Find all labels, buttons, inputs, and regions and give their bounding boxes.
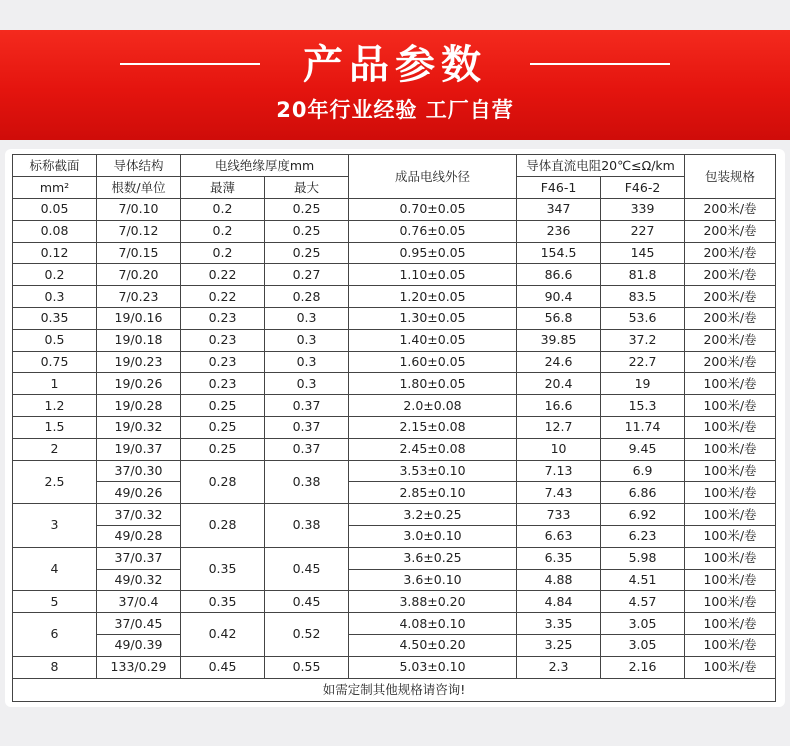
cell-outer-diameter: 2.45±0.08 bbox=[349, 438, 517, 460]
table-row bbox=[13, 482, 776, 504]
cell-insulation-max: 0.52 bbox=[265, 613, 349, 657]
cell-resistance-f46-2: 37.2 bbox=[601, 329, 685, 351]
cell-resistance-f46-2: 339 bbox=[601, 199, 685, 221]
cell-resistance-f46-1: 20.4 bbox=[517, 373, 601, 395]
header-row bbox=[13, 155, 776, 177]
table-row bbox=[13, 220, 776, 242]
cell-insulation-max: 0.45 bbox=[265, 591, 349, 613]
cell-package: 200米/卷 bbox=[685, 307, 776, 329]
cell-package: 100米/卷 bbox=[685, 613, 776, 635]
cell-resistance-f46-1: 90.4 bbox=[517, 286, 601, 308]
cell-package: 100米/卷 bbox=[685, 460, 776, 482]
table-row bbox=[13, 547, 776, 569]
cell-resistance-f46-2: 3.05 bbox=[601, 613, 685, 635]
cell-outer-diameter: 2.0±0.08 bbox=[349, 395, 517, 417]
cell-outer-diameter: 0.76±0.05 bbox=[349, 220, 517, 242]
cell-insulation-min: 0.2 bbox=[181, 220, 265, 242]
page-subtitle: 20年行业经验 工厂自营 bbox=[276, 98, 514, 122]
header-package: 包装规格 bbox=[685, 155, 776, 199]
cell-package: 100米/卷 bbox=[685, 438, 776, 460]
cell-section: 0.75 bbox=[13, 351, 97, 373]
cell-outer-diameter: 3.6±0.25 bbox=[349, 547, 517, 569]
cell-insulation-min: 0.25 bbox=[181, 416, 265, 438]
cell-section: 1.2 bbox=[13, 395, 97, 417]
cell-insulation-min: 0.23 bbox=[181, 373, 265, 395]
cell-insulation-min: 0.28 bbox=[181, 460, 265, 504]
cell-structure: 19/0.16 bbox=[97, 307, 181, 329]
cell-resistance-f46-1: 6.63 bbox=[517, 525, 601, 547]
cell-insulation-min: 0.22 bbox=[181, 264, 265, 286]
cell-resistance-f46-2: 9.45 bbox=[601, 438, 685, 460]
header-section: 标称截面 bbox=[13, 155, 97, 177]
cell-resistance-f46-1: 16.6 bbox=[517, 395, 601, 417]
cell-insulation-max: 0.38 bbox=[265, 460, 349, 504]
cell-resistance-f46-1: 39.85 bbox=[517, 329, 601, 351]
table-row bbox=[13, 569, 776, 591]
cell-structure: 37/0.32 bbox=[97, 504, 181, 526]
cell-resistance-f46-1: 56.8 bbox=[517, 307, 601, 329]
cell-package: 100米/卷 bbox=[685, 634, 776, 656]
cell-structure: 49/0.26 bbox=[97, 482, 181, 504]
cell-structure: 37/0.4 bbox=[97, 591, 181, 613]
header-structure-unit: 根数/单位 bbox=[97, 177, 181, 199]
cell-resistance-f46-1: 2.3 bbox=[517, 656, 601, 678]
cell-structure: 49/0.32 bbox=[97, 569, 181, 591]
cell-insulation-min: 0.35 bbox=[181, 591, 265, 613]
table-row bbox=[13, 395, 776, 417]
cell-insulation-min: 0.42 bbox=[181, 613, 265, 657]
cell-package: 100米/卷 bbox=[685, 547, 776, 569]
cell-resistance-f46-1: 7.13 bbox=[517, 460, 601, 482]
table-row bbox=[13, 460, 776, 482]
cell-insulation-max: 0.25 bbox=[265, 242, 349, 264]
cell-structure: 37/0.30 bbox=[97, 460, 181, 482]
cell-structure: 19/0.32 bbox=[97, 416, 181, 438]
cell-structure: 19/0.26 bbox=[97, 373, 181, 395]
table-row bbox=[13, 438, 776, 460]
cell-resistance-f46-1: 347 bbox=[517, 199, 601, 221]
cell-structure: 7/0.23 bbox=[97, 286, 181, 308]
header-section-unit: mm² bbox=[13, 177, 97, 199]
cell-resistance-f46-1: 24.6 bbox=[517, 351, 601, 373]
cell-resistance-f46-2: 83.5 bbox=[601, 286, 685, 308]
footer-note: 如需定制其他规格请咨询! bbox=[13, 678, 776, 701]
cell-insulation-min: 0.23 bbox=[181, 329, 265, 351]
cell-resistance-f46-2: 19 bbox=[601, 373, 685, 395]
cell-outer-diameter: 1.60±0.05 bbox=[349, 351, 517, 373]
cell-resistance-f46-2: 6.92 bbox=[601, 504, 685, 526]
cell-resistance-f46-2: 4.51 bbox=[601, 569, 685, 591]
cell-outer-diameter: 1.80±0.05 bbox=[349, 373, 517, 395]
cell-resistance-f46-2: 6.23 bbox=[601, 525, 685, 547]
table-row bbox=[13, 242, 776, 264]
cell-insulation-max: 0.3 bbox=[265, 307, 349, 329]
cell-outer-diameter: 1.30±0.05 bbox=[349, 307, 517, 329]
table-row bbox=[13, 591, 776, 613]
cell-resistance-f46-1: 86.6 bbox=[517, 264, 601, 286]
cell-insulation-max: 0.45 bbox=[265, 547, 349, 591]
cell-insulation-max: 0.25 bbox=[265, 199, 349, 221]
cell-section: 0.2 bbox=[13, 264, 97, 286]
cell-section: 4 bbox=[13, 547, 97, 591]
cell-insulation-max: 0.25 bbox=[265, 220, 349, 242]
cell-structure: 7/0.15 bbox=[97, 242, 181, 264]
table-row bbox=[13, 264, 776, 286]
spec-table bbox=[12, 154, 776, 702]
table-row bbox=[13, 307, 776, 329]
cell-package: 200米/卷 bbox=[685, 286, 776, 308]
cell-insulation-min: 0.22 bbox=[181, 286, 265, 308]
header-outer-diameter: 成品电线外径 bbox=[349, 155, 517, 199]
table-row bbox=[13, 351, 776, 373]
cell-section: 8 bbox=[13, 656, 97, 678]
cell-insulation-max: 0.3 bbox=[265, 329, 349, 351]
cell-outer-diameter: 3.0±0.10 bbox=[349, 525, 517, 547]
cell-resistance-f46-1: 10 bbox=[517, 438, 601, 460]
cell-insulation-max: 0.28 bbox=[265, 286, 349, 308]
cell-outer-diameter: 3.6±0.10 bbox=[349, 569, 517, 591]
table-row bbox=[13, 634, 776, 656]
cell-resistance-f46-2: 6.9 bbox=[601, 460, 685, 482]
table-row bbox=[13, 416, 776, 438]
cell-resistance-f46-1: 733 bbox=[517, 504, 601, 526]
cell-package: 200米/卷 bbox=[685, 351, 776, 373]
cell-insulation-min: 0.45 bbox=[181, 656, 265, 678]
header-banner bbox=[0, 30, 790, 140]
table-row bbox=[13, 504, 776, 526]
cell-structure: 7/0.10 bbox=[97, 199, 181, 221]
cell-package: 100米/卷 bbox=[685, 569, 776, 591]
cell-section: 0.5 bbox=[13, 329, 97, 351]
cell-structure: 19/0.23 bbox=[97, 351, 181, 373]
cell-section: 1 bbox=[13, 373, 97, 395]
cell-outer-diameter: 2.15±0.08 bbox=[349, 416, 517, 438]
cell-package: 100米/卷 bbox=[685, 656, 776, 678]
cell-package: 200米/卷 bbox=[685, 242, 776, 264]
cell-insulation-min: 0.2 bbox=[181, 199, 265, 221]
cell-structure: 19/0.37 bbox=[97, 438, 181, 460]
table-row bbox=[13, 656, 776, 678]
cell-structure: 19/0.28 bbox=[97, 395, 181, 417]
footer-row bbox=[13, 678, 776, 701]
cell-insulation-max: 0.55 bbox=[265, 656, 349, 678]
cell-package: 100米/卷 bbox=[685, 482, 776, 504]
cell-resistance-f46-2: 227 bbox=[601, 220, 685, 242]
cell-insulation-max: 0.27 bbox=[265, 264, 349, 286]
header-insulation-max: 最大 bbox=[265, 177, 349, 199]
table-row bbox=[13, 329, 776, 351]
cell-structure: 49/0.39 bbox=[97, 634, 181, 656]
cell-resistance-f46-2: 11.74 bbox=[601, 416, 685, 438]
cell-resistance-f46-1: 236 bbox=[517, 220, 601, 242]
cell-outer-diameter: 0.95±0.05 bbox=[349, 242, 517, 264]
cell-resistance-f46-2: 5.98 bbox=[601, 547, 685, 569]
table-row bbox=[13, 525, 776, 547]
cell-package: 200米/卷 bbox=[685, 199, 776, 221]
header-insulation: 电线绝缘厚度mm bbox=[181, 155, 349, 177]
cell-resistance-f46-2: 2.16 bbox=[601, 656, 685, 678]
cell-insulation-max: 0.37 bbox=[265, 395, 349, 417]
cell-insulation-min: 0.35 bbox=[181, 547, 265, 591]
header-resistance: 导体直流电阻20℃≤Ω/km bbox=[517, 155, 685, 177]
cell-resistance-f46-2: 4.57 bbox=[601, 591, 685, 613]
cell-outer-diameter: 1.10±0.05 bbox=[349, 264, 517, 286]
cell-resistance-f46-2: 53.6 bbox=[601, 307, 685, 329]
cell-section: 0.12 bbox=[13, 242, 97, 264]
cell-section: 5 bbox=[13, 591, 97, 613]
cell-insulation-min: 0.25 bbox=[181, 395, 265, 417]
cell-insulation-min: 0.23 bbox=[181, 307, 265, 329]
table-row bbox=[13, 613, 776, 635]
cell-resistance-f46-1: 7.43 bbox=[517, 482, 601, 504]
cell-resistance-f46-2: 6.86 bbox=[601, 482, 685, 504]
header-f46-1: F46-1 bbox=[517, 177, 601, 199]
cell-insulation-max: 0.3 bbox=[265, 373, 349, 395]
cell-structure: 19/0.18 bbox=[97, 329, 181, 351]
cell-resistance-f46-1: 3.25 bbox=[517, 634, 601, 656]
cell-section: 0.3 bbox=[13, 286, 97, 308]
cell-outer-diameter: 4.50±0.20 bbox=[349, 634, 517, 656]
cell-insulation-min: 0.23 bbox=[181, 351, 265, 373]
cell-outer-diameter: 1.20±0.05 bbox=[349, 286, 517, 308]
cell-structure: 133/0.29 bbox=[97, 656, 181, 678]
cell-outer-diameter: 1.40±0.05 bbox=[349, 329, 517, 351]
page-title: 产品参数 bbox=[303, 42, 487, 88]
cell-resistance-f46-2: 145 bbox=[601, 242, 685, 264]
table-row bbox=[13, 199, 776, 221]
cell-resistance-f46-1: 6.35 bbox=[517, 547, 601, 569]
cell-insulation-max: 0.38 bbox=[265, 504, 349, 548]
cell-structure: 7/0.12 bbox=[97, 220, 181, 242]
cell-resistance-f46-1: 154.5 bbox=[517, 242, 601, 264]
cell-package: 100米/卷 bbox=[685, 525, 776, 547]
cell-outer-diameter: 3.2±0.25 bbox=[349, 504, 517, 526]
cell-structure: 37/0.45 bbox=[97, 613, 181, 635]
header-f46-2: F46-2 bbox=[601, 177, 685, 199]
cell-package: 100米/卷 bbox=[685, 395, 776, 417]
cell-resistance-f46-2: 81.8 bbox=[601, 264, 685, 286]
cell-resistance-f46-2: 22.7 bbox=[601, 351, 685, 373]
cell-outer-diameter: 3.53±0.10 bbox=[349, 460, 517, 482]
cell-resistance-f46-1: 3.35 bbox=[517, 613, 601, 635]
cell-section: 1.5 bbox=[13, 416, 97, 438]
cell-outer-diameter: 4.08±0.10 bbox=[349, 613, 517, 635]
header-insulation-min: 最薄 bbox=[181, 177, 265, 199]
cell-section: 0.35 bbox=[13, 307, 97, 329]
cell-insulation-min: 0.28 bbox=[181, 504, 265, 548]
cell-section: 0.08 bbox=[13, 220, 97, 242]
cell-outer-diameter: 0.70±0.05 bbox=[349, 199, 517, 221]
cell-section: 2.5 bbox=[13, 460, 97, 504]
table-row bbox=[13, 286, 776, 308]
cell-package: 200米/卷 bbox=[685, 220, 776, 242]
cell-package: 100米/卷 bbox=[685, 504, 776, 526]
cell-resistance-f46-1: 4.84 bbox=[517, 591, 601, 613]
cell-structure: 37/0.37 bbox=[97, 547, 181, 569]
cell-section: 2 bbox=[13, 438, 97, 460]
cell-structure: 7/0.20 bbox=[97, 264, 181, 286]
cell-outer-diameter: 3.88±0.20 bbox=[349, 591, 517, 613]
cell-package: 200米/卷 bbox=[685, 329, 776, 351]
header-structure: 导体结构 bbox=[97, 155, 181, 177]
cell-insulation-min: 0.2 bbox=[181, 242, 265, 264]
cell-insulation-min: 0.25 bbox=[181, 438, 265, 460]
cell-resistance-f46-2: 3.05 bbox=[601, 634, 685, 656]
cell-outer-diameter: 2.85±0.10 bbox=[349, 482, 517, 504]
cell-section: 3 bbox=[13, 504, 97, 548]
cell-resistance-f46-2: 15.3 bbox=[601, 395, 685, 417]
cell-insulation-max: 0.37 bbox=[265, 438, 349, 460]
cell-insulation-max: 0.37 bbox=[265, 416, 349, 438]
cell-package: 100米/卷 bbox=[685, 591, 776, 613]
cell-package: 200米/卷 bbox=[685, 264, 776, 286]
cell-outer-diameter: 5.03±0.10 bbox=[349, 656, 517, 678]
cell-insulation-max: 0.3 bbox=[265, 351, 349, 373]
cell-resistance-f46-1: 4.88 bbox=[517, 569, 601, 591]
cell-package: 100米/卷 bbox=[685, 373, 776, 395]
cell-package: 100米/卷 bbox=[685, 416, 776, 438]
cell-structure: 49/0.28 bbox=[97, 525, 181, 547]
cell-section: 6 bbox=[13, 613, 97, 657]
cell-resistance-f46-1: 12.7 bbox=[517, 416, 601, 438]
table-row bbox=[13, 373, 776, 395]
cell-section: 0.05 bbox=[13, 199, 97, 221]
